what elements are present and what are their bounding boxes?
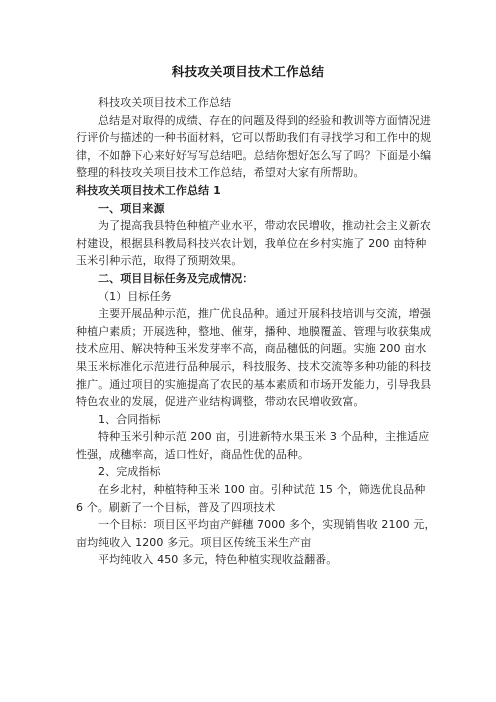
paragraph: 1、合同指标 (98, 412, 161, 426)
section-heading: 一、项目来源 (98, 201, 165, 215)
paragraph: 总结是对取得的成绩、存在的问题及得到的经验和教训等方面情况进行评价与描述的一种书面材料，它可以帮助我们有寻找学习和工作中的规律，不如静下心来好好写写总结吧。总结你想好怎么写了吗？下面是小编整理的科技攻关项目技术工作总结，希望对大家有所帮助。 (76, 113, 432, 180)
paragraph: 为了提高我县特色种植产业水平，带动农民增收，推动社会主义新农村建设，根据县科教局科技兴农计划，我单位在乡村实施了 200 亩特种玉米引种示范，取得了预期效果。 (76, 219, 431, 268)
paragraph: （1）目标任务 (98, 289, 172, 303)
section-heading: 科技攻关项目技术工作总结 1 (76, 183, 221, 197)
paragraph: 平均纯收入 450 多元，特色种植实现收益翻番。 (98, 553, 338, 567)
document-body (76, 94, 436, 569)
section-heading: 二、项目目标任务及完成情况： (98, 271, 254, 285)
paragraph: 科技攻关项目技术工作总结 (98, 96, 232, 109)
paragraph: 一个目标：项目区平均亩产鲜穗 7000 多个，实现销售收 2100 元，亩均纯收入 1200 多元。项目区传统玉米生产亩 (76, 518, 436, 549)
paragraph: 2、完成指标 (98, 465, 161, 479)
paragraph: 特种玉米引种示范 200 亩，引进新特水果玉米 3 个品种，主推适应性强，成穗率高，适口性好，商品性优的品种。 (76, 430, 430, 461)
paragraph: 在乡北村，种植特种玉米 100 亩。引种试范 15 个，筛选优良品种 6 个。刷新了一个目标，普及了四项技术 (76, 483, 426, 514)
paragraph: 主要开展品种示范，推广优良品种。通过开展科技培训与交流，增强种植户素质；开展选种，整地、催芽，播种、地膜覆盖、管理与收获集成技术应用、解决特种玉米发芽率不高，商品穗低的问题。实施 200 亩水果玉米标准化示范进行品种展示，科技服务、技术交流等多种功能的科技推广。通过项目的实施提高了农民的基本素质和市场开发能力，引导我县特色农业的发展，促进产业结构调整，带动农民增收致富。 (76, 307, 432, 409)
document-title: 科技攻关项目技术工作总结 (171, 64, 325, 79)
